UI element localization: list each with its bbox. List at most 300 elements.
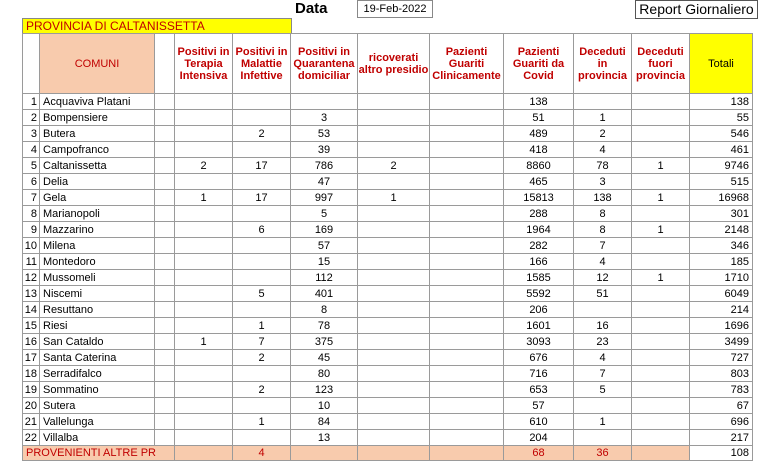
- row-index: 16: [23, 334, 40, 350]
- table-row: [23, 110, 753, 126]
- table-row: [23, 174, 753, 190]
- cell-deceduti-provincia: [574, 94, 632, 110]
- cell-totale: 515: [690, 174, 753, 190]
- gap-cell: [155, 270, 175, 286]
- cell-deceduti-fuori: [632, 142, 690, 158]
- cell-clinicamente: [430, 94, 504, 110]
- cell-malattie: 17: [233, 190, 291, 206]
- cell-malattie: [233, 270, 291, 286]
- cell-guariti: 1964: [504, 222, 574, 238]
- cell-totale: 1696: [690, 318, 753, 334]
- gap-cell: [155, 94, 175, 110]
- cell-malattie: [233, 254, 291, 270]
- gap-cell: [155, 334, 175, 350]
- row-index: 11: [23, 254, 40, 270]
- row-index: 1: [23, 94, 40, 110]
- cell-ricoverati: [358, 334, 430, 350]
- province-title: PROVINCIA DI CALTANISSETTA: [22, 18, 292, 34]
- footer-row: [23, 446, 753, 461]
- cell-guariti: 489: [504, 126, 574, 142]
- cell-totale: 6049: [690, 286, 753, 302]
- cell-domicilio: 3: [291, 110, 358, 126]
- gap-cell: [155, 318, 175, 334]
- cell-terapia: [175, 110, 233, 126]
- cell-ricoverati: [358, 430, 430, 446]
- cell-malattie: 6: [233, 222, 291, 238]
- comune-name: Sutera: [40, 398, 155, 414]
- cell-deceduti-fuori: [632, 94, 690, 110]
- cell-malattie: 2: [233, 382, 291, 398]
- footer-guariti: 68: [504, 446, 574, 461]
- table-row: [23, 158, 753, 174]
- cell-domicilio: 39: [291, 142, 358, 158]
- gap-cell: [155, 190, 175, 206]
- row-index: 15: [23, 318, 40, 334]
- cell-totale: 803: [690, 366, 753, 382]
- cell-domicilio: 47: [291, 174, 358, 190]
- cell-deceduti-provincia: 7: [574, 238, 632, 254]
- cell-totale: 783: [690, 382, 753, 398]
- cell-clinicamente: [430, 142, 504, 158]
- cell-clinicamente: [430, 382, 504, 398]
- cell-totale: 2148: [690, 222, 753, 238]
- cell-guariti: 288: [504, 206, 574, 222]
- comune-name: Niscemi: [40, 286, 155, 302]
- cell-terapia: 1: [175, 334, 233, 350]
- cell-domicilio: 401: [291, 286, 358, 302]
- cell-guariti: 15813: [504, 190, 574, 206]
- cell-deceduti-fuori: [632, 334, 690, 350]
- cell-ricoverati: [358, 110, 430, 126]
- cell-ricoverati: [358, 318, 430, 334]
- footer-totale: 108: [690, 446, 753, 461]
- cell-ricoverati: [358, 174, 430, 190]
- table-row: [23, 414, 753, 430]
- cell-ricoverati: [358, 94, 430, 110]
- cell-guariti: 716: [504, 366, 574, 382]
- cell-terapia: [175, 94, 233, 110]
- cell-ricoverati: [358, 286, 430, 302]
- cell-terapia: 2: [175, 158, 233, 174]
- cell-deceduti-provincia: 4: [574, 350, 632, 366]
- footer-terapia: [175, 446, 233, 461]
- cell-totale: 727: [690, 350, 753, 366]
- cell-domicilio: 997: [291, 190, 358, 206]
- cell-guariti: 8860: [504, 158, 574, 174]
- table-row: [23, 430, 753, 446]
- cell-terapia: [175, 302, 233, 318]
- cell-clinicamente: [430, 190, 504, 206]
- gap-cell: [155, 382, 175, 398]
- cell-guariti: 676: [504, 350, 574, 366]
- cell-domicilio: 13: [291, 430, 358, 446]
- index-header: [23, 34, 40, 94]
- gap-cell: [155, 158, 175, 174]
- row-index: 8: [23, 206, 40, 222]
- cell-ricoverati: [358, 350, 430, 366]
- cell-ricoverati: [358, 142, 430, 158]
- cell-domicilio: [291, 94, 358, 110]
- cell-domicilio: 8: [291, 302, 358, 318]
- comune-name: Marianopoli: [40, 206, 155, 222]
- gap-cell: [155, 238, 175, 254]
- cell-deceduti-provincia: 2: [574, 126, 632, 142]
- cell-guariti: 51: [504, 110, 574, 126]
- comune-name: Mussomeli: [40, 270, 155, 286]
- table-row: [23, 334, 753, 350]
- cell-deceduti-fuori: [632, 350, 690, 366]
- table-row: [23, 254, 753, 270]
- cell-guariti: 1601: [504, 318, 574, 334]
- header-gap: [155, 34, 175, 94]
- cell-guariti: 610: [504, 414, 574, 430]
- comune-name: Campofranco: [40, 142, 155, 158]
- footer-deceduti-fuori: [632, 446, 690, 461]
- cell-guariti: 204: [504, 430, 574, 446]
- cell-malattie: 5: [233, 286, 291, 302]
- cell-terapia: [175, 318, 233, 334]
- header-ricoverati-altro-presidio: ricoverati altro presidio: [358, 34, 430, 94]
- row-index: 5: [23, 158, 40, 174]
- cell-totale: 301: [690, 206, 753, 222]
- cell-guariti: 282: [504, 238, 574, 254]
- table-row: [23, 94, 753, 110]
- table-row: [23, 350, 753, 366]
- row-index: 18: [23, 366, 40, 382]
- cell-clinicamente: [430, 350, 504, 366]
- comune-name: Delia: [40, 174, 155, 190]
- cell-terapia: [175, 366, 233, 382]
- cell-ricoverati: 1: [358, 190, 430, 206]
- gap-cell: [155, 286, 175, 302]
- header-deceduti-provincia: Deceduti in provincia: [574, 34, 632, 94]
- table-row: [23, 270, 753, 286]
- footer-ricoverati: [358, 446, 430, 461]
- cell-guariti: 5592: [504, 286, 574, 302]
- row-index: 2: [23, 110, 40, 126]
- cell-deceduti-fuori: [632, 238, 690, 254]
- cell-malattie: 7: [233, 334, 291, 350]
- cell-deceduti-fuori: [632, 318, 690, 334]
- row-index: 19: [23, 382, 40, 398]
- cell-domicilio: 5: [291, 206, 358, 222]
- cell-ricoverati: [358, 302, 430, 318]
- header-terapia-intensiva: Positivi in Terapia Intensiva: [175, 34, 233, 94]
- cell-domicilio: 53: [291, 126, 358, 142]
- cell-clinicamente: [430, 286, 504, 302]
- cell-clinicamente: [430, 302, 504, 318]
- cell-totale: 55: [690, 110, 753, 126]
- cell-domicilio: 123: [291, 382, 358, 398]
- cell-ricoverati: [358, 126, 430, 142]
- gap-cell: [155, 414, 175, 430]
- table-row: [23, 318, 753, 334]
- row-index: 9: [23, 222, 40, 238]
- row-index: 17: [23, 350, 40, 366]
- cell-malattie: [233, 206, 291, 222]
- cell-totale: 346: [690, 238, 753, 254]
- cell-domicilio: 45: [291, 350, 358, 366]
- cell-guariti: 418: [504, 142, 574, 158]
- cell-guariti: 166: [504, 254, 574, 270]
- comune-name: Milena: [40, 238, 155, 254]
- cell-clinicamente: [430, 318, 504, 334]
- cell-terapia: [175, 254, 233, 270]
- cell-malattie: [233, 302, 291, 318]
- cell-guariti: 206: [504, 302, 574, 318]
- cell-clinicamente: [430, 430, 504, 446]
- cell-deceduti-provincia: 4: [574, 142, 632, 158]
- cell-domicilio: 112: [291, 270, 358, 286]
- cell-guariti: 57: [504, 398, 574, 414]
- cell-deceduti-fuori: 1: [632, 270, 690, 286]
- row-index: 12: [23, 270, 40, 286]
- cell-totale: 217: [690, 430, 753, 446]
- row-index: 10: [23, 238, 40, 254]
- cell-totale: 696: [690, 414, 753, 430]
- cell-terapia: 1: [175, 190, 233, 206]
- comune-name: Serradifalco: [40, 366, 155, 382]
- comune-name: Mazzarino: [40, 222, 155, 238]
- cell-terapia: [175, 430, 233, 446]
- table-row: [23, 222, 753, 238]
- cell-deceduti-fuori: 1: [632, 158, 690, 174]
- cell-deceduti-provincia: 4: [574, 254, 632, 270]
- row-index: 4: [23, 142, 40, 158]
- cell-clinicamente: [430, 398, 504, 414]
- cell-terapia: [175, 382, 233, 398]
- cell-deceduti-fuori: [632, 302, 690, 318]
- cell-deceduti-provincia: 7: [574, 366, 632, 382]
- header-quarantena-domiciliare: Positivi in Quarantena domiciliar: [291, 34, 358, 94]
- cell-deceduti-fuori: 1: [632, 222, 690, 238]
- comune-name: Acquaviva Platani: [40, 94, 155, 110]
- cell-deceduti-fuori: [632, 126, 690, 142]
- cell-terapia: [175, 270, 233, 286]
- header-guariti-clinicamente: Pazienti Guariti Clinicamente: [430, 34, 504, 94]
- cell-deceduti-fuori: [632, 398, 690, 414]
- cell-clinicamente: [430, 414, 504, 430]
- cell-totale: 546: [690, 126, 753, 142]
- cell-deceduti-fuori: [632, 254, 690, 270]
- cell-deceduti-provincia: [574, 302, 632, 318]
- cell-totale: 138: [690, 94, 753, 110]
- cell-malattie: [233, 110, 291, 126]
- cell-deceduti-provincia: [574, 398, 632, 414]
- table-row: [23, 206, 753, 222]
- row-index: 6: [23, 174, 40, 190]
- cell-deceduti-fuori: [632, 414, 690, 430]
- cell-malattie: [233, 94, 291, 110]
- gap-cell: [155, 174, 175, 190]
- cell-ricoverati: [358, 366, 430, 382]
- cell-domicilio: 375: [291, 334, 358, 350]
- comune-name: San Cataldo: [40, 334, 155, 350]
- row-index: 7: [23, 190, 40, 206]
- cell-deceduti-provincia: 23: [574, 334, 632, 350]
- comune-name: Vallelunga: [40, 414, 155, 430]
- cell-domicilio: 786: [291, 158, 358, 174]
- cell-terapia: [175, 414, 233, 430]
- comune-name: Bompensiere: [40, 110, 155, 126]
- gap-cell: [155, 302, 175, 318]
- cell-totale: 461: [690, 142, 753, 158]
- cell-clinicamente: [430, 254, 504, 270]
- table-row: [23, 366, 753, 382]
- footer-label: PROVENIENTI ALTRE PR: [23, 446, 175, 461]
- comune-name: Santa Caterina: [40, 350, 155, 366]
- cell-ricoverati: [358, 382, 430, 398]
- gap-cell: [155, 430, 175, 446]
- table-row: [23, 238, 753, 254]
- table-row: [23, 302, 753, 318]
- comune-name: Resuttano: [40, 302, 155, 318]
- cell-ricoverati: [358, 414, 430, 430]
- cell-totale: 16968: [690, 190, 753, 206]
- cell-malattie: 1: [233, 414, 291, 430]
- cell-deceduti-provincia: 5: [574, 382, 632, 398]
- comune-name: Caltanissetta: [40, 158, 155, 174]
- comune-name: Gela: [40, 190, 155, 206]
- cell-deceduti-fuori: [632, 382, 690, 398]
- cell-deceduti-provincia: 8: [574, 206, 632, 222]
- table-body: [23, 94, 753, 446]
- cell-terapia: [175, 142, 233, 158]
- cell-domicilio: 78: [291, 318, 358, 334]
- cell-deceduti-provincia: 1: [574, 414, 632, 430]
- cell-deceduti-provincia: 138: [574, 190, 632, 206]
- cell-clinicamente: [430, 270, 504, 286]
- cell-malattie: 1: [233, 318, 291, 334]
- cell-ricoverati: [358, 398, 430, 414]
- cell-clinicamente: [430, 110, 504, 126]
- cell-totale: 185: [690, 254, 753, 270]
- cell-guariti: 1585: [504, 270, 574, 286]
- footer-malattie: 4: [233, 446, 291, 461]
- cell-ricoverati: [358, 270, 430, 286]
- cell-guariti: 465: [504, 174, 574, 190]
- comune-name: Butera: [40, 126, 155, 142]
- cell-malattie: 2: [233, 126, 291, 142]
- comune-name: Montedoro: [40, 254, 155, 270]
- cell-clinicamente: [430, 206, 504, 222]
- cell-malattie: [233, 238, 291, 254]
- cell-terapia: [175, 206, 233, 222]
- cell-deceduti-provincia: 3: [574, 174, 632, 190]
- cell-deceduti-fuori: [632, 366, 690, 382]
- table-row: [23, 190, 753, 206]
- header-row: [23, 34, 753, 94]
- cell-clinicamente: [430, 174, 504, 190]
- cell-deceduti-provincia: 51: [574, 286, 632, 302]
- cell-terapia: [175, 174, 233, 190]
- footer-clinicamente: [430, 446, 504, 461]
- gap-cell: [155, 398, 175, 414]
- cell-totale: 3499: [690, 334, 753, 350]
- comune-name: Villalba: [40, 430, 155, 446]
- cell-totale: 214: [690, 302, 753, 318]
- cell-domicilio: 15: [291, 254, 358, 270]
- table-row: [23, 398, 753, 414]
- cell-guariti: 653: [504, 382, 574, 398]
- table-row: [23, 126, 753, 142]
- cell-clinicamente: [430, 238, 504, 254]
- gap-cell: [155, 254, 175, 270]
- cell-terapia: [175, 350, 233, 366]
- date-field[interactable]: 19-Feb-2022: [357, 0, 433, 18]
- table-row: [23, 142, 753, 158]
- cell-malattie: [233, 174, 291, 190]
- cell-malattie: 17: [233, 158, 291, 174]
- cell-clinicamente: [430, 126, 504, 142]
- cell-domicilio: 169: [291, 222, 358, 238]
- cell-ricoverati: [358, 206, 430, 222]
- gap-cell: [155, 142, 175, 158]
- row-index: 21: [23, 414, 40, 430]
- cell-deceduti-fuori: [632, 430, 690, 446]
- cell-domicilio: 57: [291, 238, 358, 254]
- header-guariti-covid: Pazienti Guariti da Covid: [504, 34, 574, 94]
- covid-report-table: [22, 33, 753, 461]
- gap-cell: [155, 350, 175, 366]
- gap-cell: [155, 126, 175, 142]
- cell-ricoverati: [358, 238, 430, 254]
- cell-domicilio: 10: [291, 398, 358, 414]
- cell-terapia: [175, 222, 233, 238]
- cell-malattie: [233, 398, 291, 414]
- cell-terapia: [175, 126, 233, 142]
- cell-malattie: [233, 430, 291, 446]
- cell-deceduti-fuori: [632, 110, 690, 126]
- cell-clinicamente: [430, 334, 504, 350]
- gap-cell: [155, 110, 175, 126]
- cell-deceduti-provincia: [574, 430, 632, 446]
- header-malattie-infettive: Positivi in Malattie Infettive: [233, 34, 291, 94]
- row-index: 20: [23, 398, 40, 414]
- cell-clinicamente: [430, 158, 504, 174]
- cell-deceduti-provincia: 1: [574, 110, 632, 126]
- cell-terapia: [175, 286, 233, 302]
- cell-deceduti-fuori: [632, 286, 690, 302]
- cell-totale: 9746: [690, 158, 753, 174]
- cell-deceduti-fuori: [632, 206, 690, 222]
- cell-malattie: 2: [233, 350, 291, 366]
- gap-cell: [155, 222, 175, 238]
- cell-deceduti-provincia: 12: [574, 270, 632, 286]
- cell-guariti: 138: [504, 94, 574, 110]
- comune-name: Riesi: [40, 318, 155, 334]
- cell-deceduti-provincia: 78: [574, 158, 632, 174]
- cell-deceduti-fuori: [632, 174, 690, 190]
- cell-deceduti-provincia: 8: [574, 222, 632, 238]
- cell-malattie: [233, 142, 291, 158]
- cell-domicilio: 80: [291, 366, 358, 382]
- comune-name: Sommatino: [40, 382, 155, 398]
- cell-ricoverati: [358, 254, 430, 270]
- cell-clinicamente: [430, 366, 504, 382]
- cell-ricoverati: 2: [358, 158, 430, 174]
- footer-deceduti-provincia: 36: [574, 446, 632, 461]
- row-index: 22: [23, 430, 40, 446]
- row-index: 14: [23, 302, 40, 318]
- row-index: 13: [23, 286, 40, 302]
- cell-domicilio: 84: [291, 414, 358, 430]
- cell-clinicamente: [430, 222, 504, 238]
- cell-guariti: 3093: [504, 334, 574, 350]
- header-totali: Totali: [690, 34, 753, 94]
- gap-cell: [155, 366, 175, 382]
- footer-domicilio: [291, 446, 358, 461]
